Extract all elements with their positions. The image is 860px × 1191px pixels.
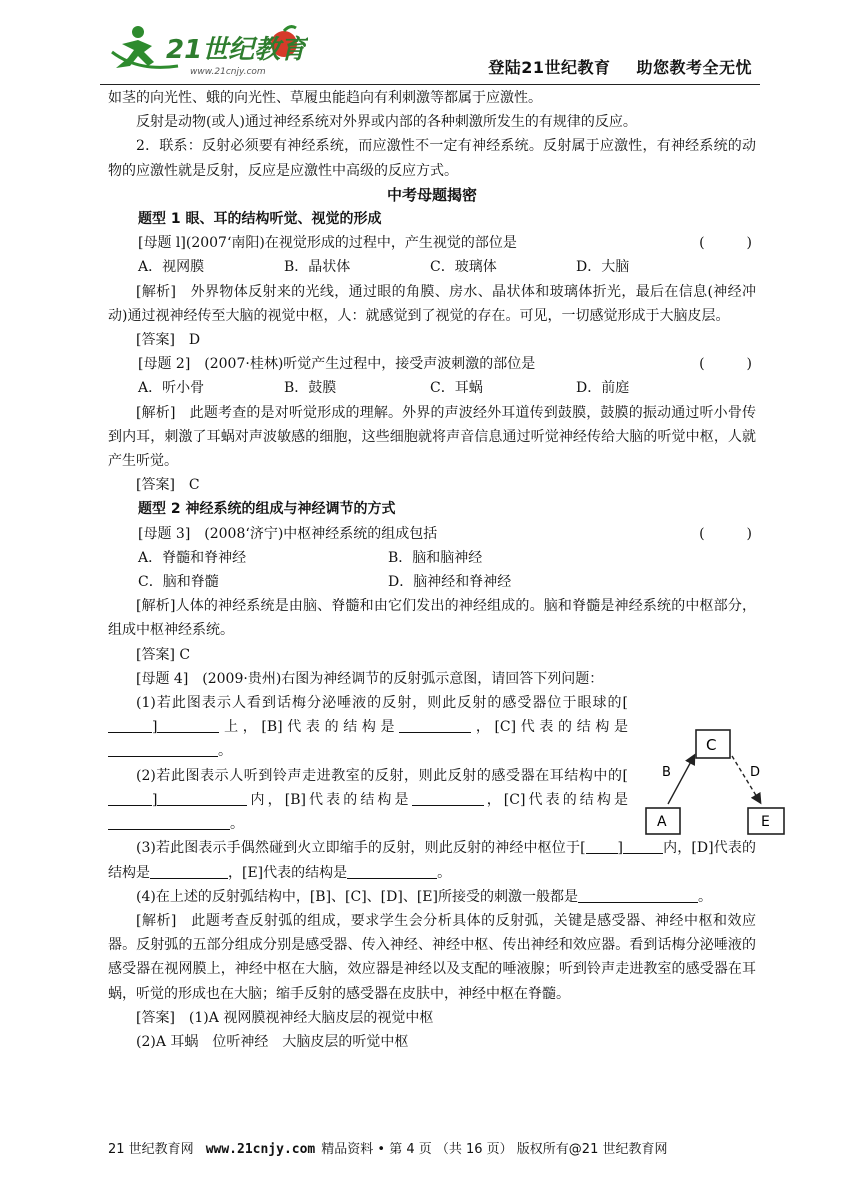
slogan-help: 助您教考全无忧: [636, 58, 752, 77]
q1-option-b: B．晶状体: [284, 259, 351, 276]
q3-option-b: B．脑和脑神经: [388, 549, 483, 566]
q3-paren: ( ): [699, 525, 752, 542]
intro-line-2: 反射是动物(或人)通过神经系统对外界或内部的各种刺激所发生的有规律的反应。: [136, 114, 637, 131]
type2-title: 题型 2 神经系统的组成与神经调节的方式: [138, 501, 396, 518]
q3-stem-text: [母题 3] (2008‘济宁)中枢神经系统的组成包括: [138, 525, 438, 542]
q2-stem: [108, 352, 756, 376]
q2-analysis: [解析] 此题考查的是对听觉形成的理解。外界的声波经外耳道传到鼓膜，鼓膜的振动通过听小骨传到内耳，刺激了耳蜗对声波敏感的细胞，这些细胞就将声音信息通过听觉神经传给大脑的听觉中枢，人就产生听觉。: [108, 404, 756, 470]
reflex-arc-diagram: [642, 726, 787, 841]
q4-sub-2: (2)若此图表示人听到铃声走进教室的反射，则此反射的感受器在耳结构中的[] 内，[B]代表的结构是 ，[C]代表的结构是。: [108, 764, 628, 837]
q4-sub-1: (1)若此图表示人看到话梅分泌唾液的反射，则此反射的感受器位于眼球的[] 上，[B]代表的结构是 ，[C]代表的结构是。: [108, 691, 628, 764]
label-a: A: [657, 814, 667, 830]
arrow-b: [668, 756, 694, 804]
page-footer: [108, 1138, 756, 1157]
q2-option-d: D．前庭: [576, 380, 630, 397]
intro-line-1: 如茎的向光性、蛾的向光性、草履虫能趋向有利刺激等都属于应激性。: [108, 90, 542, 106]
q3-stem: [108, 522, 756, 546]
q4-analysis: [解析] 此题考查反射弧的组成，要求学生会分析具体的反射弧，关键是感受器、神经中枢和效应器。反射弧的五部分组成分别是感受器、传入神经、神经中枢、传出神经和效应器。看到话梅分泌唾液的感受器在视网膜上，神经中枢在大脑，效应器是神经以及支配的唾液腺；听到铃声走进教室的感受器在耳蜗，听觉的形成也在大脑；缩手反射的感受器在皮肤中，神经中枢在脊髓。: [108, 912, 756, 1002]
label-b: B: [662, 765, 671, 780]
footer-url: www.21cnjy.com: [205, 1142, 316, 1157]
svg-text:www.21cnjy.com: www.21cnjy.com: [190, 67, 266, 77]
footer-site: 21 世纪教育网: [108, 1142, 194, 1157]
q3-options-row-2: [108, 570, 756, 594]
q2-answer: [答案] C: [136, 477, 200, 494]
q4-stem: [母题 4] (2009·贵州)右图为神经调节的反射弧示意图，请回答下列问题：: [136, 670, 604, 687]
q3-options-row-1: [108, 546, 756, 570]
page-header: [100, 18, 760, 85]
q2-paren: ( ): [699, 356, 752, 373]
q2-option-c: C．耳蜗: [430, 380, 483, 397]
svg-text:21世纪教育: 21世纪教育: [166, 35, 307, 65]
site-logo: [108, 22, 308, 80]
q1-paren: ( ): [699, 235, 752, 252]
label-e: E: [761, 814, 770, 830]
label-c: C: [706, 736, 717, 754]
footer-info: 精品资料 • 第 4 页 （共 16 页） 版权所有@21 世纪教育网: [321, 1142, 668, 1157]
q1-options: [108, 255, 756, 279]
q2-options: [108, 376, 756, 400]
q1-stem: [108, 231, 756, 255]
q1-analysis: [解析] 外界物体反射来的光线，通过眼的角膜、房水、晶状体和玻璃体折光，最后在信息(神经冲动)通过视神经传至大脑的视觉中枢，人：就感觉到了视觉的存在。可见，一切感觉形成于大脑皮层。: [108, 283, 756, 324]
label-d: D: [750, 765, 761, 780]
q1-option-a: A．视网膜: [138, 259, 205, 276]
q3-answer: [答案] C: [136, 646, 191, 663]
type1-title: 题型 1 眼、耳的结构听觉、视觉的形成: [138, 211, 382, 228]
q2-stem-text: [母题 2] (2007·桂林)听觉产生过程中，接受声波刺激的部位是: [138, 356, 536, 373]
q3-analysis: [解析]人体的神经系统是由脑、脊髓和由它们发出的神经组成的。脑和脊髓是神经系统的中枢部分，组成中枢神经系统。: [108, 598, 756, 639]
document-body: [108, 86, 756, 1054]
q1-stem-text: [母题 l](2007‘南阳)在视觉形成的过程中，产生视觉的部位是: [138, 235, 517, 252]
intro-line-3: 2．联系：反射必须要有神经系统，而应激性不一定有神经系统。反射属于应激性，有神经系统的动物的应激性就是反射，反应是应激性中高级的反应方式。: [108, 138, 756, 179]
q1-answer: [答案] D: [136, 332, 201, 349]
q3-option-c: C．脑和脊髓: [138, 574, 219, 591]
slogan-login: 登陆21世纪教育: [488, 58, 611, 77]
section-title: 中考母题揭密: [386, 185, 477, 204]
q2-option-a: A．听小骨: [138, 380, 205, 397]
q2-option-b: B．鼓膜: [284, 380, 337, 397]
q3-option-a: A．脊髓和脊神经: [138, 549, 247, 566]
q1-option-c: C．玻璃体: [430, 259, 497, 276]
q4-answer-2: (2)A 耳蜗 位听神经 大脑皮层的听觉中枢: [136, 1033, 409, 1050]
q3-option-d: D．脑神经和脊神经: [388, 574, 512, 591]
q4-sub-4: (4)在上述的反射弧结构中，[B]、[C]、[D]、[E]所接受的刺激一般都是 。: [108, 885, 756, 909]
q4-answer-1: [答案] (1)A 视网膜视神经大脑皮层的视觉中枢: [136, 1009, 434, 1026]
header-slogan: [488, 55, 752, 78]
q4-sub-3: (3)若此图表示手偶然碰到火立即缩手的反射，则此反射的神经中枢位于[ ] 内，[D]代表的结构是 ，[E]代表的结构是 。: [108, 836, 756, 884]
q1-option-d: D．大脑: [576, 259, 630, 276]
